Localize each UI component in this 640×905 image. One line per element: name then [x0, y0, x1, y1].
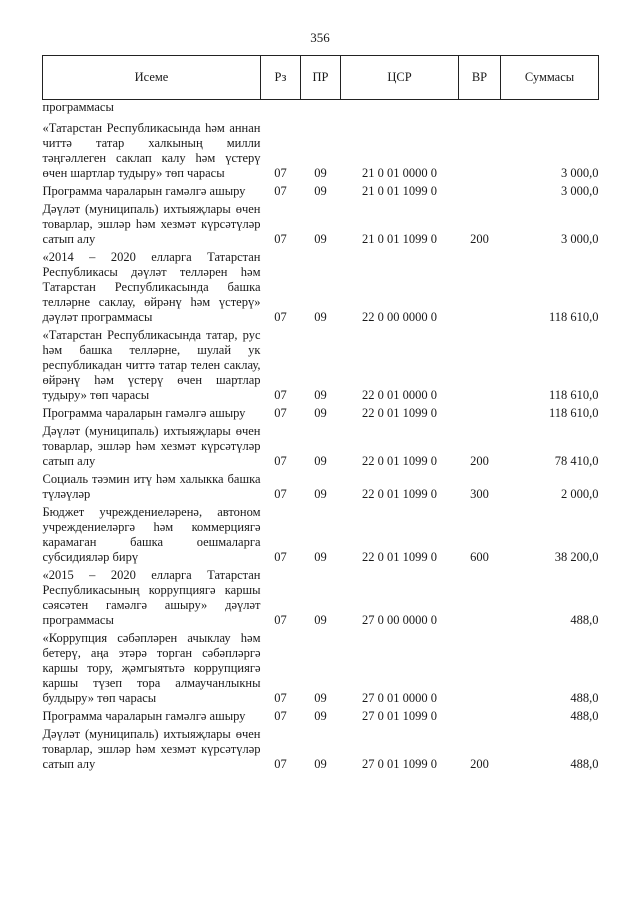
- row-name: Бюджет учреждениеләренә, автоном учреждениеләргә һәм коммерциягә карамаган башка оешмаларга субсидияләр бирү: [42, 505, 261, 564]
- table-row: [43, 115, 599, 181]
- row-sum: 3 000,0: [561, 166, 599, 180]
- row-pr: 09: [314, 487, 327, 501]
- row-rz: 07: [274, 388, 287, 402]
- table-row: [43, 565, 599, 628]
- row-vr: [459, 565, 501, 628]
- table-row: [43, 403, 599, 421]
- continuation-row: [43, 100, 599, 116]
- table-header-row: [43, 56, 599, 100]
- row-pr: 09: [314, 406, 327, 420]
- row-sum: 488,0: [570, 691, 599, 705]
- row-pr: 09: [314, 232, 327, 246]
- header-name: Исеме: [43, 56, 261, 100]
- row-sum: 488,0: [570, 613, 599, 627]
- row-vr: 300: [470, 487, 489, 501]
- table-row: [43, 469, 599, 502]
- header-csr: ЦСР: [341, 56, 459, 100]
- row-name: Социаль тәэмин итү һәм халыкка башка түләүләр: [42, 472, 261, 501]
- table-row: [43, 181, 599, 199]
- row-name: «Коррупция сәбәпләрен ачыклау һәм бетерү, аңа этәрә торган сәбәпләргә каршы тору, җәмгыятьтә коррупциягә каршы түзеп тора алмаучанлыкны булдыру» төп чарасы: [42, 631, 261, 705]
- row-csr: 22 0 00 0000 0: [362, 310, 437, 324]
- row-sum: 2 000,0: [561, 487, 599, 501]
- row-vr: 200: [470, 454, 489, 468]
- row-rz: 07: [274, 166, 287, 180]
- row-pr: 09: [314, 757, 327, 771]
- row-rz: 07: [274, 232, 287, 246]
- row-name: «Татарстан Республикасында татар, рус һәм башка телләрне, шулай ук республикадан читтә татар телен саклау, өйрәнү һәм үстерү өчен шартлар тудыру» төп чарасы: [42, 328, 261, 402]
- row-rz: 07: [274, 310, 287, 324]
- row-sum: 118 610,0: [548, 406, 599, 420]
- row-pr: 09: [314, 454, 327, 468]
- row-vr: [459, 706, 501, 724]
- row-rz: 07: [274, 454, 287, 468]
- header-pr: ПР: [301, 56, 341, 100]
- row-pr: 09: [314, 184, 327, 198]
- row-rz: 07: [274, 613, 287, 627]
- row-rz: 07: [274, 691, 287, 705]
- row-name: Программа чараларын гамәлгә ашыру: [42, 184, 246, 198]
- table-row: [43, 628, 599, 706]
- row-sum: 38 200,0: [554, 550, 599, 564]
- header-vr: ВР: [459, 56, 501, 100]
- row-sum: 78 410,0: [554, 454, 599, 468]
- row-vr: 200: [470, 757, 489, 771]
- row-name: «2015 – 2020 елларга Татарстан Республикасының коррупциягә каршы сәясәтен гамәлгә ашыру» дәүләт программасы: [42, 568, 261, 627]
- row-vr: [459, 628, 501, 706]
- table-row: [43, 421, 599, 469]
- row-sum: 3 000,0: [561, 232, 599, 246]
- header-rz: Рз: [261, 56, 301, 100]
- row-csr: 21 0 01 0000 0: [362, 166, 437, 180]
- row-csr: 27 0 01 1099 0: [362, 709, 437, 723]
- row-csr: 27 0 01 1099 0: [362, 757, 437, 771]
- header-sum: Суммасы: [501, 56, 599, 100]
- row-sum: 118 610,0: [548, 388, 599, 402]
- row-rz: 07: [274, 487, 287, 501]
- row-name: Дәүләт (муниципаль) ихтыяҗлары өчен товарлар, эшләр һәм хезмәт күрсәтүләр сатып алу: [42, 202, 261, 246]
- row-csr: 27 0 00 0000 0: [362, 613, 437, 627]
- row-csr: 22 0 01 1099 0: [362, 406, 437, 420]
- row-pr: 09: [314, 388, 327, 402]
- row-name: Дәүләт (муниципаль) ихтыяҗлары өчен товарлар, эшләр һәм хезмәт күрсәтүләр сатып алу: [42, 727, 261, 771]
- row-rz: 07: [274, 709, 287, 723]
- row-csr: 22 0 01 0000 0: [362, 388, 437, 402]
- row-rz: 07: [274, 757, 287, 771]
- page-number: 356: [310, 30, 330, 45]
- row-name: Программа чараларын гамәлгә ашыру: [42, 709, 246, 723]
- row-sum: 488,0: [570, 757, 599, 771]
- row-vr: [459, 181, 501, 199]
- table-row: [43, 325, 599, 403]
- row-vr: 600: [470, 550, 489, 564]
- table-row: [43, 724, 599, 772]
- table-row: [43, 247, 599, 325]
- table-row: [43, 706, 599, 724]
- row-pr: 09: [314, 613, 327, 627]
- row-name: «2014 – 2020 елларга Татарстан Республикасы дәүләт телләрен һәм Татарстан Республикасында башка телләрне саклау, өйрәнү һәм үстерү» дәүләт программасы: [42, 250, 261, 324]
- row-vr: [459, 247, 501, 325]
- row-csr: 27 0 01 0000 0: [362, 691, 437, 705]
- row-sum: 488,0: [570, 709, 599, 723]
- row-csr: 22 0 01 1099 0: [362, 550, 437, 564]
- row-sum: 3 000,0: [561, 184, 599, 198]
- row-name: «Татарстан Республикасында һәм аннан читтә татар халкының милли тәңгәллеген саклап калу һәм үстерү өчен шартлар тудыру» төп чарасы: [42, 121, 261, 180]
- row-csr: 22 0 01 1099 0: [362, 487, 437, 501]
- row-rz: 07: [274, 406, 287, 420]
- row-vr: [459, 115, 501, 181]
- row-pr: 09: [314, 550, 327, 564]
- row-csr: 21 0 01 1099 0: [362, 184, 437, 198]
- row-csr: 22 0 01 1099 0: [362, 454, 437, 468]
- row-csr: 21 0 01 1099 0: [362, 232, 437, 246]
- continuation-text: программасы: [42, 100, 114, 114]
- row-pr: 09: [314, 166, 327, 180]
- row-vr: [459, 325, 501, 403]
- budget-table: [42, 55, 599, 772]
- row-vr: 200: [470, 232, 489, 246]
- row-pr: 09: [314, 709, 327, 723]
- row-pr: 09: [314, 691, 327, 705]
- row-rz: 07: [274, 550, 287, 564]
- row-name: Дәүләт (муниципаль) ихтыяҗлары өчен товарлар, эшләр һәм хезмәт күрсәтүләр сатып алу: [42, 424, 261, 468]
- table-row: [43, 199, 599, 247]
- table-row: [43, 502, 599, 565]
- row-rz: 07: [274, 184, 287, 198]
- row-name: Программа чараларын гамәлгә ашыру: [42, 406, 246, 420]
- row-sum: 118 610,0: [548, 310, 599, 324]
- row-pr: 09: [314, 310, 327, 324]
- row-vr: [459, 403, 501, 421]
